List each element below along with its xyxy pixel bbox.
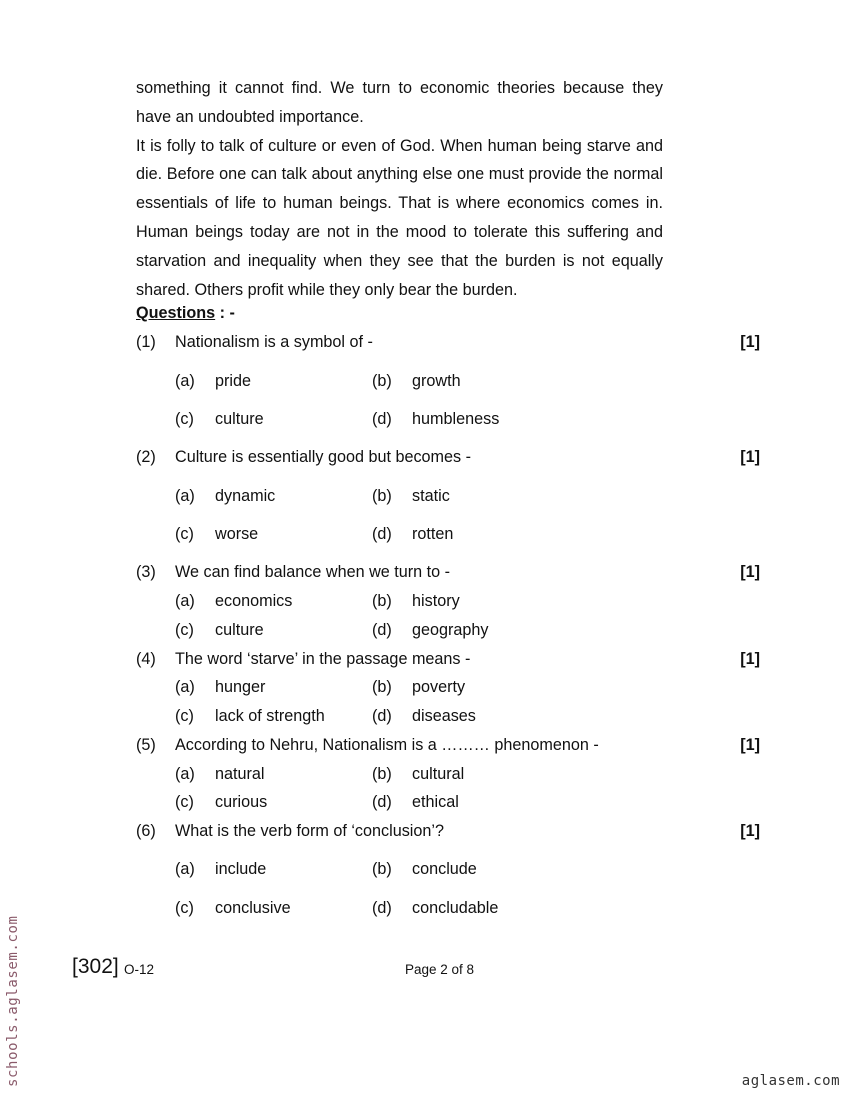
option-text: natural — [215, 765, 265, 783]
option-label: (b) — [372, 487, 392, 505]
question-6 — [136, 822, 760, 846]
question-marks: [1] — [740, 563, 760, 581]
option-label: (b) — [372, 860, 392, 878]
question-number: (6) — [136, 822, 156, 840]
question-text: According to Nehru, Nationalism is a ……… phenomenon - — [175, 736, 599, 754]
option-label: (b) — [372, 678, 392, 696]
option-label: (c) — [175, 793, 194, 811]
option-text: include — [215, 860, 267, 878]
option-label: (d) — [372, 525, 392, 543]
question-3 — [136, 563, 760, 587]
option-label: (a) — [175, 765, 195, 783]
option-label: (c) — [175, 899, 194, 917]
option-text: growth — [412, 372, 461, 390]
question-number: (1) — [136, 333, 156, 351]
option-text: pride — [215, 372, 251, 390]
option-label: (b) — [372, 765, 392, 783]
corner-watermark: aglasem.com — [741, 1073, 840, 1089]
option-text: conclude — [412, 860, 477, 878]
question-number: (2) — [136, 448, 156, 466]
option-text: history — [412, 592, 460, 610]
question-text: The word ‘starve’ in the passage means - — [175, 650, 471, 668]
option-label: (c) — [175, 525, 194, 543]
passage-paragraph-2: It is folly to talk of culture or even of God. When human being starve and die. Before one can talk about anything else one must provide the normal essentials of life to human beings. That is where economics comes in. Human beings today are not in the mood to tolerate this suffering and starvation and inequality when they see that the burden is not equally shared. Others profit while they only bear the burden. — [136, 136, 663, 299]
option-text: cultural — [412, 765, 465, 783]
option-text: rotten — [412, 525, 454, 543]
question-5 — [136, 736, 760, 760]
option-text: geography — [412, 621, 489, 639]
question-marks: [1] — [740, 333, 760, 351]
paper-code: [302] — [72, 955, 119, 978]
option-text: economics — [215, 592, 293, 610]
option-label: (a) — [175, 372, 195, 390]
question-1 — [136, 333, 760, 357]
option-text: curious — [215, 793, 268, 811]
option-text: ethical — [412, 793, 459, 811]
option-text: worse — [215, 525, 259, 543]
question-text: Nationalism is a symbol of - — [175, 333, 373, 351]
option-label: (c) — [175, 410, 194, 428]
question-text: We can find balance when we turn to - — [175, 563, 451, 581]
question-marks: [1] — [740, 736, 760, 754]
question-marks: [1] — [740, 822, 760, 840]
question-text: What is the verb form of ‘conclusion’? — [175, 822, 445, 840]
option-text: static — [412, 487, 450, 505]
page-number: Page 2 of 8 — [405, 962, 475, 977]
option-text: culture — [215, 410, 264, 428]
option-label: (b) — [372, 592, 392, 610]
option-label: (d) — [372, 621, 392, 639]
option-label: (a) — [175, 678, 195, 696]
option-text: dynamic — [215, 487, 276, 505]
option-text: diseases — [412, 707, 476, 725]
side-watermark: schools.aglasem.com — [5, 915, 21, 1087]
option-text: poverty — [412, 678, 466, 696]
paper-set: O-12 — [124, 962, 155, 977]
option-label: (a) — [175, 487, 195, 505]
option-label: (d) — [372, 410, 392, 428]
option-text: conclusive — [215, 899, 291, 917]
option-label: (a) — [175, 592, 195, 610]
option-label: (c) — [175, 621, 194, 639]
question-number: (5) — [136, 736, 156, 754]
option-text: humbleness — [412, 410, 500, 428]
passage — [136, 74, 663, 304]
questions-heading — [136, 304, 235, 323]
option-label: (b) — [372, 372, 392, 390]
question-marks: [1] — [740, 448, 760, 466]
option-label: (c) — [175, 707, 194, 725]
questions-heading-suffix: : - — [215, 304, 235, 322]
option-text: culture — [215, 621, 264, 639]
option-text: concludable — [412, 899, 499, 917]
option-text: lack of strength — [215, 707, 325, 725]
question-2 — [136, 448, 760, 472]
option-text: hunger — [215, 678, 266, 696]
question-4 — [136, 650, 760, 674]
option-label: (d) — [372, 793, 392, 811]
questions-heading-label: Questions — [136, 304, 216, 322]
option-label: (d) — [372, 707, 392, 725]
option-label: (a) — [175, 860, 195, 878]
passage-paragraph-1: something it cannot find. We turn to economic theories because they have an undoubted importance. — [136, 79, 663, 126]
question-text: Culture is essentially good but becomes - — [175, 448, 472, 466]
option-label: (d) — [372, 899, 392, 917]
question-number: (3) — [136, 563, 156, 581]
question-number: (4) — [136, 650, 156, 668]
question-marks: [1] — [740, 650, 760, 668]
